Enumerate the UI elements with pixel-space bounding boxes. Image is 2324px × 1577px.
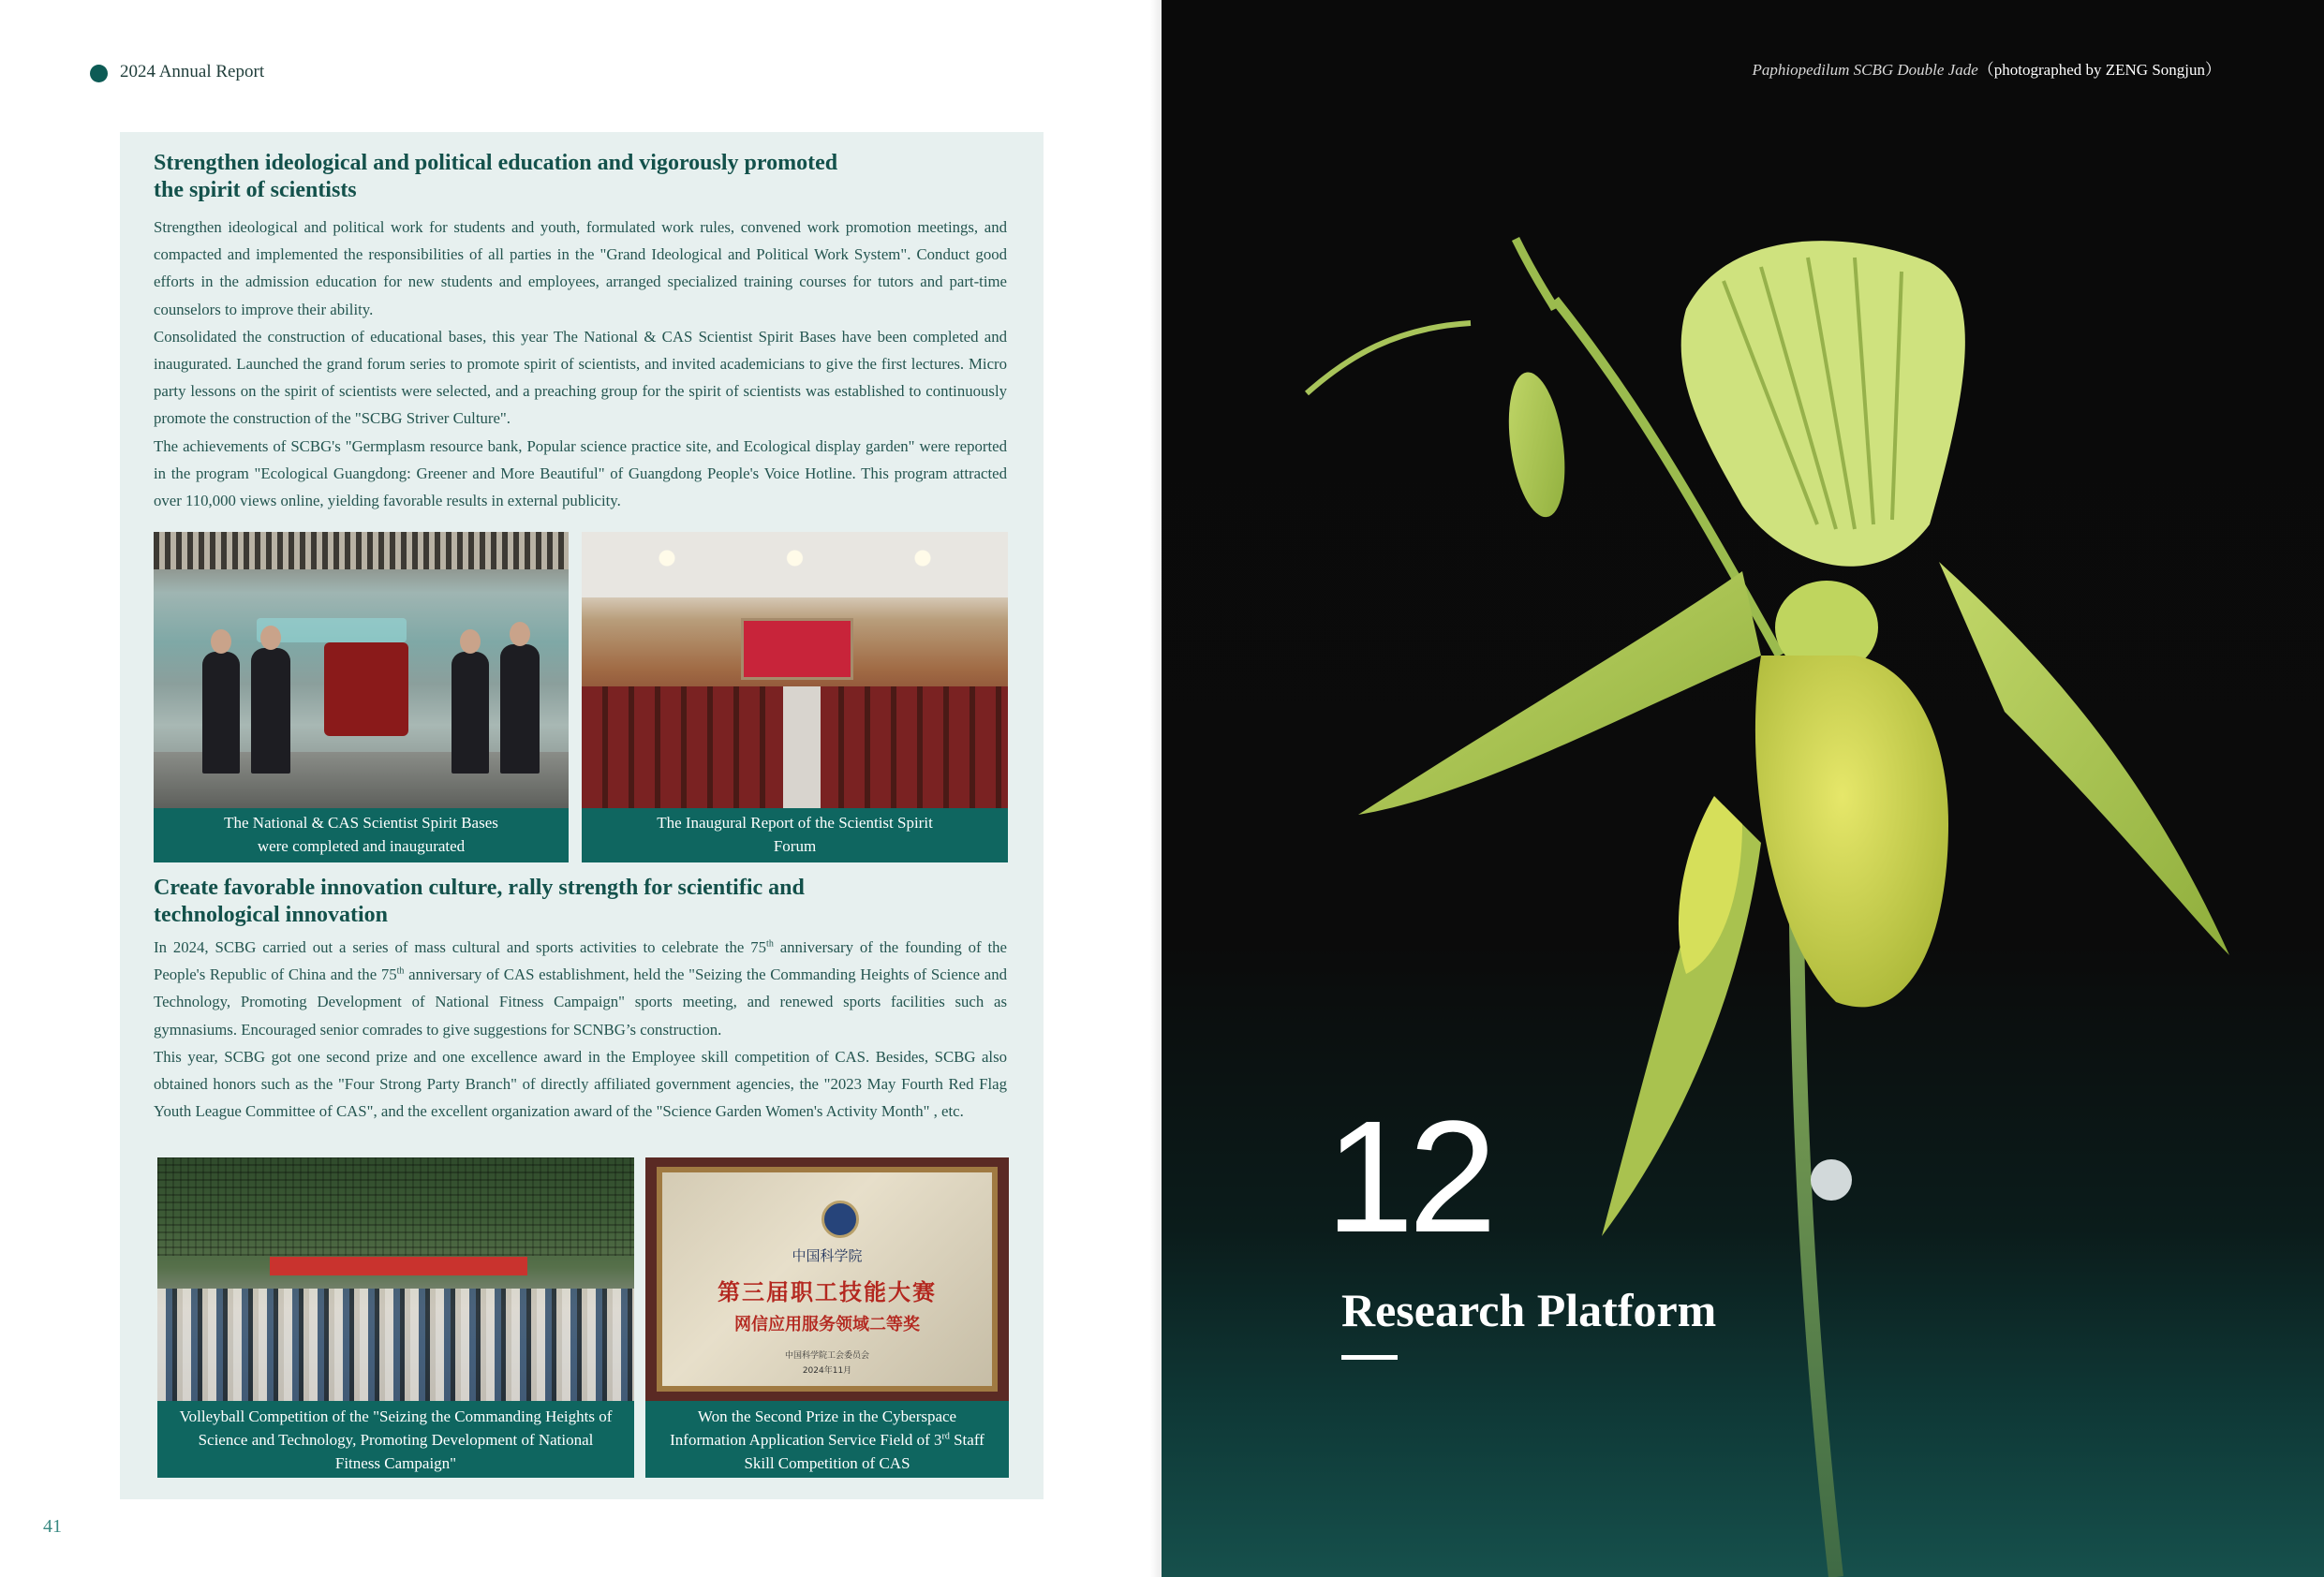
section1-paragraph: Consolidated the construction of educational bases, this year The National & CAS Scientist Spirit Bases have been completed and inaugurated. Launched the grand forum series to promote spirit of scientists, and invited academicians to give the first lectures. Micro party lessons on the spirit of scientists were selected, and a preaching group for the spirit of scientists was established to continuously promote the construction of the "SCBG Striver Culture".	[154, 327, 1007, 428]
right-page	[1162, 0, 2324, 1577]
section2-paragraph: In 2024, SCBG carried out a series of mass cultural and sports activities to celebrate the 75th anniversary of the founding of the People's Republic of China and the 75th anniversary of CAS establishment, held the "Seizing the Commanding Heights of Science and Technology, Promoting Development of National Fitness Campaign" sports meeting, and renewed sports facilities such as gymnasiums. Encouraged senior comrades to give suggestions for SCNBG’s construction.	[154, 938, 1008, 1039]
photo-caption: The Inaugural Report of the Scientist Spirit Forum	[582, 808, 1008, 862]
photo-caption: Volleyball Competition of the "Seizing the Commanding Heights of Science and Technology, Promoting Development of National Fitness Campaign"	[157, 1401, 634, 1478]
certificate-issuer: 中国科学院工会委员会	[784, 1351, 869, 1361]
orchid-photo	[1162, 0, 2324, 1577]
inauguration-photo	[154, 532, 569, 808]
section1-paragraph: Strengthen ideological and political work for students and youth, formulated work rules, convened work promotion meetings, and compacted and implemented the responsibilities of all parties in the "Grand Ideological and Political Work System". Conduct good efforts in the admission education for new students and employees, arranged specialized training courses for tutors and part-time counselors to improve their ability.	[154, 218, 1007, 318]
volleyball-group-photo	[157, 1157, 634, 1401]
cas-emblem-icon	[822, 1201, 859, 1238]
section1-body	[154, 214, 1007, 514]
section2-body	[154, 934, 1007, 1125]
photo-caption: The National & CAS Scientist Spirit Bases were completed and inaugurated	[154, 808, 569, 862]
chapter-title: Research Platform	[1341, 1284, 1717, 1336]
header-bullet-icon	[90, 65, 108, 82]
section1-paragraph: The achievements of SCBG's "Germplasm resource bank, Popular science practice site, and Ecological display garden" were reported in the program "Ecological Guangdong: Greener and More Beautiful" of Guangdong People's Voice Hotline. This program attracted over 110,000 views online, yielding favorable results in external publicity.	[154, 436, 1007, 510]
chapter-title-underline	[1341, 1355, 1398, 1360]
report-title: 2024 Annual Report	[120, 62, 265, 81]
page-number: 41	[43, 1516, 62, 1537]
certificate-title: 第三届职工技能大赛	[718, 1278, 937, 1305]
gutter-shadow	[1150, 0, 1162, 1577]
certificate-award: 网信应用服务领域二等奖	[734, 1315, 920, 1334]
section1-title: Strengthen ideological and political education and vigorously promoted the spirit of scientists	[154, 151, 838, 202]
section2-paragraph: This year, SCBG got one second prize and one excellence award in the Employee skill competition of CAS. Besides, SCBG also obtained honors such as the "Four Strong Party Branch" of directly affiliated government agencies, the "2023 May Fourth Red Flag Youth League Committee of CAS", and the excellent organization award of the "Science Garden Women's Activity Month" , etc.	[154, 1047, 1007, 1121]
certificate-org: 中国科学院	[792, 1247, 863, 1264]
certificate-date: 2024年11月	[802, 1366, 852, 1376]
certificate-plate	[657, 1167, 998, 1392]
photo-credit: Paphiopedilum SCBG Double Jade（photographed by ZENG Songjun）	[1752, 61, 2221, 79]
chapter-number: 12	[1325, 1088, 1492, 1266]
section2-title: Create favorable innovation culture, rally strength for scientific and technological innovation	[154, 876, 805, 927]
photo-caption: Won the Second Prize in the Cyberspace Information Application Service Field of 3rd Staff Skill Competition of CAS	[645, 1401, 1009, 1478]
award-certificate-photo	[645, 1157, 1009, 1401]
forum-auditorium-photo	[582, 532, 1008, 808]
